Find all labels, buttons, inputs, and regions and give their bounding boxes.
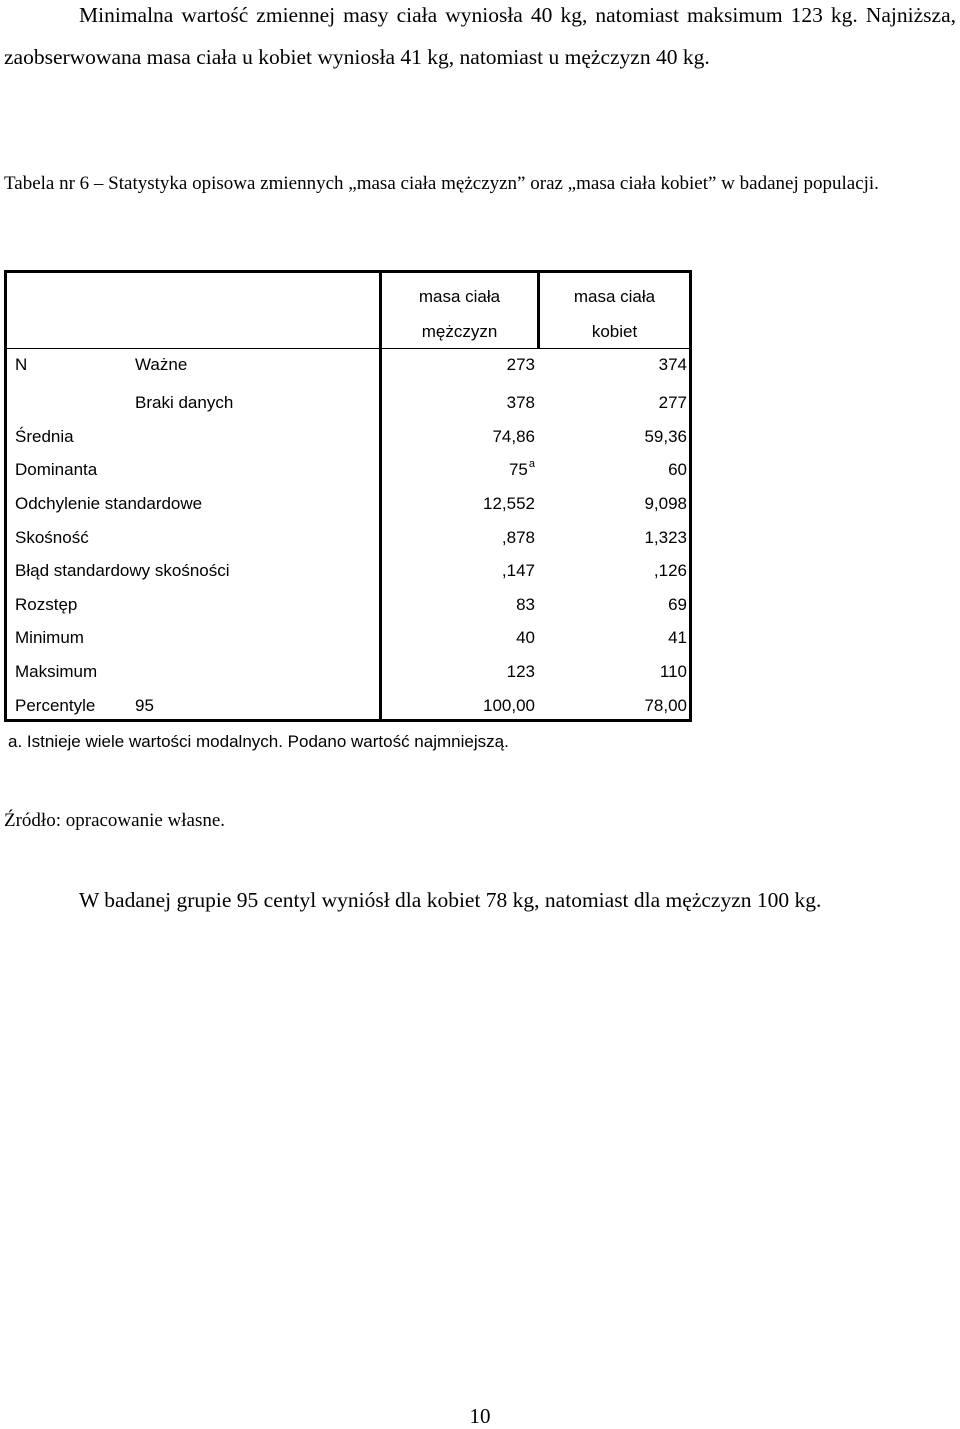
cell-men-value: 100,00 [483,696,535,715]
table-header [4,270,692,348]
table-row [7,460,695,482]
cell-women: 59,36 [644,427,687,446]
table-row [7,494,695,516]
cell-men-value: 12,552 [483,494,535,513]
cell-men-value: 378 [506,393,535,412]
paragraph-intro: Minimalna wartość zmiennej masy ciała wyniosła 40 kg, natomiast maksimum 123 kg. Najniższa, zaobserwowana masa ciała u kobiet wyniosła 41 kg, natomiast u mężczyzn 40 kg. [4,3,956,69]
cell-men [516,595,535,615]
row-sublabel: Braki danych [135,393,234,412]
cell-men-value: 83 [516,595,535,614]
table-footnote: a. Istnieje wiele wartości modalnych. Podano wartość najmniejszą. [8,732,509,751]
table-row [7,696,695,718]
cell-men [492,427,535,447]
row-label: Minimum [15,628,84,647]
cell-women: 374 [658,355,687,374]
cell-men [509,460,535,480]
cell-women: 78,00 [644,696,687,715]
row-label: Rozstęp [15,595,78,614]
column-header-men-line1: masa ciała [418,287,501,306]
cell-women: 277 [658,393,687,412]
table-row [7,355,695,377]
cell-men [507,355,535,375]
row-label: Skośność [15,528,89,547]
table-row [7,595,695,617]
column-header-men [379,270,537,348]
row-sublabel: Ważne [135,355,188,374]
table-row [7,628,695,650]
paragraph-conclusion: W badanej grupie 95 centyl wyniósł dla kobiet 78 kg, natomiast dla mężczyzn 100 kg. [79,888,822,912]
row-label: Maksimum [15,662,98,681]
cell-men [483,696,535,716]
table-row [7,561,695,583]
row-label: Błąd standardowy skośności [15,561,230,580]
source-note: Źródło: opracowanie własne. [4,810,226,831]
table-header-corner [4,270,382,348]
table-row [7,528,695,550]
cell-men [507,393,535,413]
cell-women: 1,323 [644,528,687,547]
cell-men [502,561,535,581]
cell-women: 110 [659,662,687,681]
table-row [7,393,695,415]
cell-women: ,126 [653,561,687,580]
row-label: Dominanta [15,460,98,479]
cell-men-value: ,147 [501,561,535,580]
cell-men-value: 273 [506,355,535,374]
page-number: 10 [469,1404,491,1428]
row-label: Percentyle [15,696,96,715]
cell-men-value: 40 [516,628,535,647]
cell-women: 41 [668,628,687,647]
cell-men-value: ,878 [501,528,535,547]
table-row [7,662,695,684]
cell-women: 69 [668,595,687,614]
cell-women: 9,098 [644,494,687,513]
row-label: N [15,355,28,374]
column-header-men-line2: mężczyzn [421,322,498,341]
cell-men [516,628,535,648]
cell-women: 60 [668,460,687,479]
row-sublabel: 95 [135,696,154,715]
column-header-women [537,270,692,348]
row-label: Średnia [15,427,74,446]
cell-men-value: 75 [508,460,528,479]
row-label: Odchylenie standardowe [15,494,203,513]
table-caption: Tabela nr 6 – Statystyka opisowa zmiennych „masa ciała mężczyzn” oraz „masa ciała kobiet” w badanej populacji. [4,173,879,194]
cell-men [507,662,535,682]
cell-men-value: 74,86 [492,427,535,446]
table-row [7,427,695,449]
cell-men [502,528,535,548]
column-header-women-line2: kobiet [591,322,638,341]
cell-men [483,494,535,514]
table-body [4,348,692,722]
cell-men-value: 123 [506,662,535,681]
column-header-women-line1: masa ciała [573,287,656,306]
footnote-marker: a [528,458,535,470]
